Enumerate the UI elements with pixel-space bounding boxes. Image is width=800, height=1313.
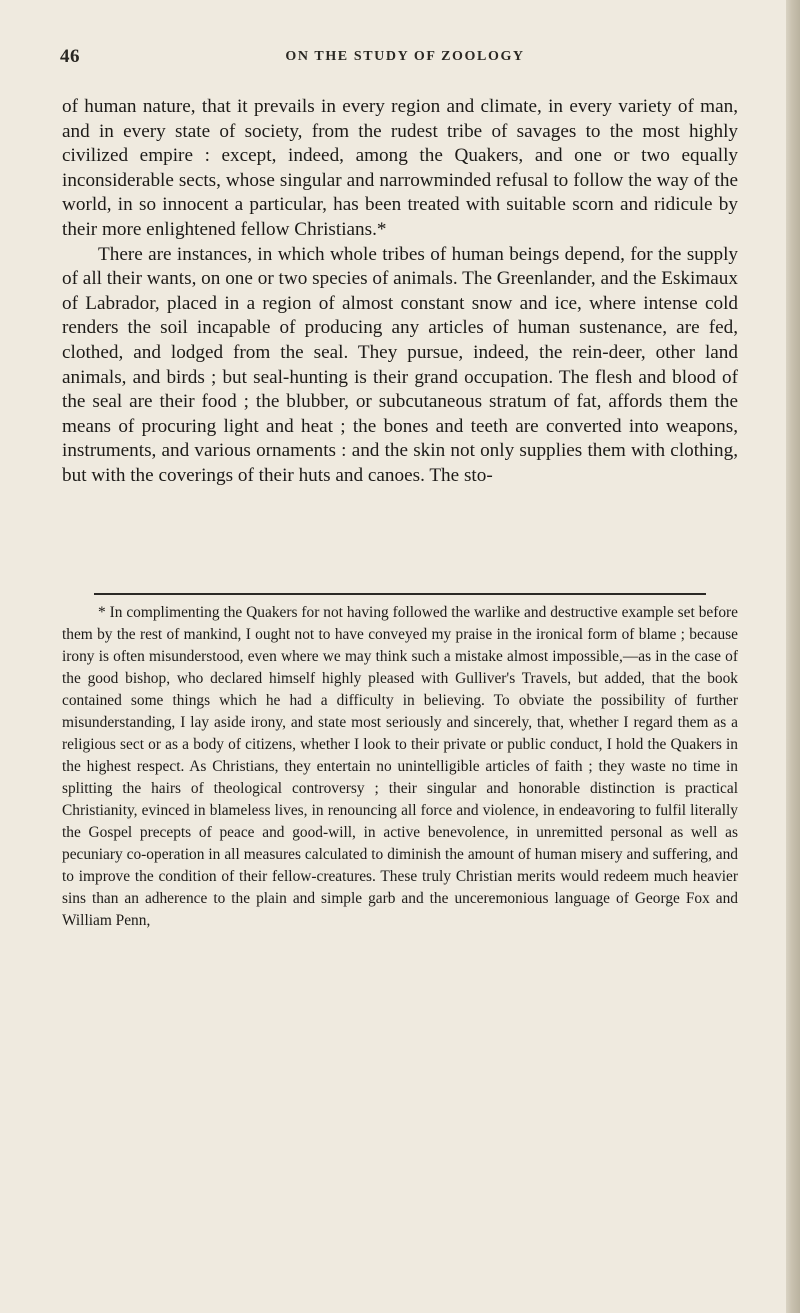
page-edge <box>786 0 800 1313</box>
running-head <box>60 46 750 76</box>
paragraph-continued: of human nature, that it prevails in every region and climate, in every variety of man, and in every state of society, from the rudest tribe of savages to the most highly civilized empire : except, indeed, among the Quakers, and one or two equally inconsiderable sects, whose singular and narrowminded refusal to follow the way of the world, in so innocent a particular, has been treated with suitable scorn and ridicule by their more enlightened fellow Christians.* <box>62 96 738 240</box>
main-text <box>62 95 738 489</box>
footnote-quakers: * In complimenting the Quakers for not having followed the warlike and destructive example set before them by the rest of mankind, I ought not to have conveyed my praise in the ironical form of blame ; because irony is often misunderstood, even where we may think such a mistake almost impossible,—as in the case of the good bishop, who declared himself highly pleased with Gulliver's Travels, but added, that the book contained some things which he had a difficulty in believing. To obviate the possibility of further misunderstanding, I lay aside irony, and state most seriously and sincerely, that, whether I regard them as a religious sect or as a body of citizens, whether I look to their private or public conduct, I hold the Quakers in the highest respect. As Christians, they entertain no unintelligible articles of faith ; they waste no time in splitting the hairs of theological controversy ; their singular and honorable distinction is practical Christianity, evinced in blameless lives, in renouncing all force and violence, in endeavoring to fulfil literally the Gospel precepts of peace and good-will, in active benevolence, in unremitted personal as well as pecuniary co-operation in all measures calculated to diminish the amount of human misery and suffering, and to improve the condition of their fellow-creatures. These truly Christian merits would redeem much heavier sins than an adherence to the plain and simple garb and the unceremonious language of George Fox and William Penn, <box>62 604 738 929</box>
footnote-divider <box>94 593 706 595</box>
running-title: ON THE STUDY OF ZOOLOGY <box>285 49 525 64</box>
page-number: 46 <box>60 46 80 67</box>
footnote-section <box>62 602 738 932</box>
paragraph-seal-tribes: There are instances, in which whole tribes of human beings depend, for the supply of all their wants, on one or two species of animals. The Greenlander, and the Eskimaux of Labrador, placed in a region of almost constant snow and ice, where intense cold renders the soil incapable of producing any articles of human sustenance, are fed, clothed, and lodged from the seal. They pursue, indeed, the rein-deer, other land animals, and birds ; but seal-hunting is their grand occupation. The flesh and blood of the seal are their food ; the blubber, or subcutaneous stratum of fat, affords them the means of procuring light and heat ; the bones and teeth are converted into weapons, instruments, and various ornaments : and the skin not only supplies them with clothing, but with the coverings of their huts and canoes. The sto- <box>62 243 738 486</box>
